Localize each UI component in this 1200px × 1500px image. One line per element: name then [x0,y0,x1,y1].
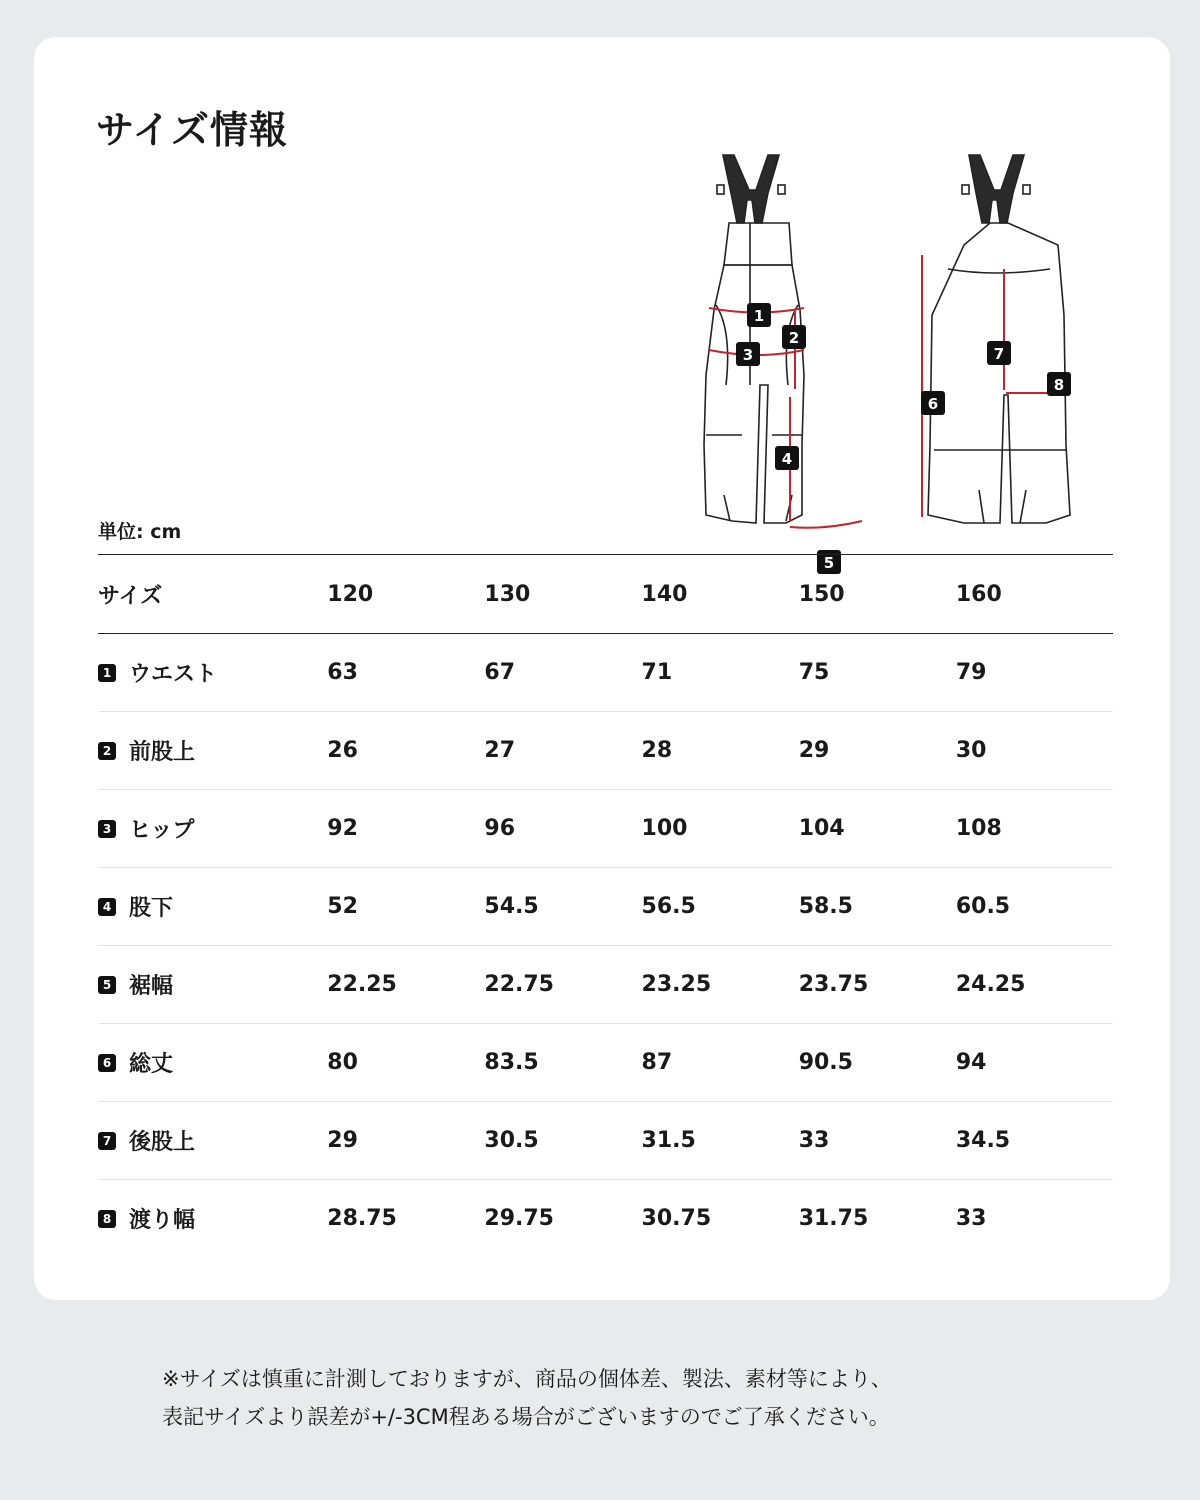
diagram-marker-1 [747,303,771,327]
table-row [98,946,1113,1024]
row-label: ヒップ [129,818,195,843]
table-row [98,1180,1113,1258]
table-row [98,790,1113,868]
table-cell: 31.75 [798,1206,869,1231]
header-size-130: 130 [484,581,531,607]
table-cell: 23.25 [641,972,712,997]
page-title: サイズ情報 [96,108,288,152]
diagram-marker-7 [987,341,1011,365]
table-cell: 56.5 [641,894,696,919]
table-cell: 100 [641,816,688,841]
table-cell: 22.75 [484,972,554,997]
table-cell: 23.75 [798,972,869,997]
header-size-140: 140 [641,581,688,607]
table-cell: 26 [327,738,358,763]
table-cell: 22.25 [327,972,397,997]
table-row [98,1024,1113,1102]
table-cell: 33 [798,1128,830,1153]
unit-label: 単位: cm [98,521,182,543]
diagram-marker-2 [782,325,806,349]
row-number-badge: 5 [98,976,116,994]
row-label: 渡り幅 [129,1208,196,1233]
row-number-badge: 7 [98,1132,116,1150]
table-cell: 30 [955,738,987,763]
table-cell: 80 [327,1050,358,1075]
header-size-label: サイズ [98,583,163,609]
svg-text:2: 2 [788,329,800,347]
table-cell: 108 [955,816,1002,841]
table-cell: 54.5 [484,894,539,919]
table-cell: 75 [798,660,830,685]
svg-text:6: 6 [927,395,939,413]
table-cell: 60.5 [955,894,1011,919]
table-row [98,868,1113,946]
table-row [98,1102,1113,1180]
row-number-badge: 6 [98,1054,116,1072]
table-cell: 34.5 [955,1128,1011,1153]
table-cell: 29 [327,1128,358,1153]
size-info-card [34,37,1170,1300]
diagram-marker-4 [775,446,799,470]
table-cell: 31.5 [641,1128,696,1153]
row-label: 股下 [129,896,174,921]
header-size-150: 150 [798,581,845,607]
table-cell: 33 [955,1206,987,1231]
table-cell: 90.5 [798,1050,853,1075]
table-header-row [98,555,1113,634]
row-number-badge: 8 [98,1210,116,1228]
table-cell: 30.75 [641,1206,712,1231]
header-size-160: 160 [955,581,1002,607]
diagram-marker-8 [1047,372,1071,396]
note-line-2: 表記サイズより誤差が+/-3CM程ある場合がございますのでご了承ください。 [162,1405,890,1429]
svg-text:5: 5 [823,554,835,572]
table-cell: 96 [484,816,516,841]
table-cell: 87 [641,1050,673,1075]
size-disclaimer-note [162,1360,1062,1436]
table-cell: 63 [327,660,358,685]
row-number-badge: 4 [98,898,116,916]
svg-text:4: 4 [781,450,793,468]
note-line-1: ※サイズは慎重に計測しておりますが、商品の個体差、製法、素材等により、 [162,1367,892,1391]
table-cell: 27 [484,738,516,763]
row-label: 前股上 [129,740,196,765]
row-number-badge: 2 [98,742,116,760]
table-cell: 29 [798,738,830,763]
table-cell: 52 [327,894,358,919]
table-cell: 58.5 [798,894,853,919]
row-label: ウエスト [129,662,218,687]
overalls-measurement-diagram [664,145,1084,575]
diagram-marker-3 [736,342,760,366]
table-row [98,634,1113,712]
table-cell: 30.5 [484,1128,539,1153]
table-cell: 83.5 [484,1050,539,1075]
row-label: 総丈 [129,1052,174,1077]
svg-text:1: 1 [753,307,765,325]
table-cell: 28 [641,738,673,763]
table-cell: 28.75 [327,1206,397,1231]
row-number-badge: 3 [98,820,116,838]
table-cell: 24.25 [955,972,1026,997]
table-cell: 71 [641,660,673,685]
diagram-marker-6 [921,391,945,415]
row-label: 裾幅 [129,974,174,999]
svg-text:7: 7 [993,345,1005,363]
table-cell: 79 [955,660,987,685]
size-table [98,554,1113,1257]
svg-text:3: 3 [742,346,754,364]
header-size-120: 120 [327,581,374,607]
svg-text:8: 8 [1053,376,1065,394]
table-cell: 92 [327,816,358,841]
table-cell: 104 [798,816,845,841]
table-row [98,712,1113,790]
table-cell: 67 [484,660,516,685]
row-label: 後股上 [129,1130,196,1155]
row-number-badge: 1 [98,664,116,682]
table-cell: 94 [955,1050,987,1075]
table-cell: 29.75 [484,1206,554,1231]
